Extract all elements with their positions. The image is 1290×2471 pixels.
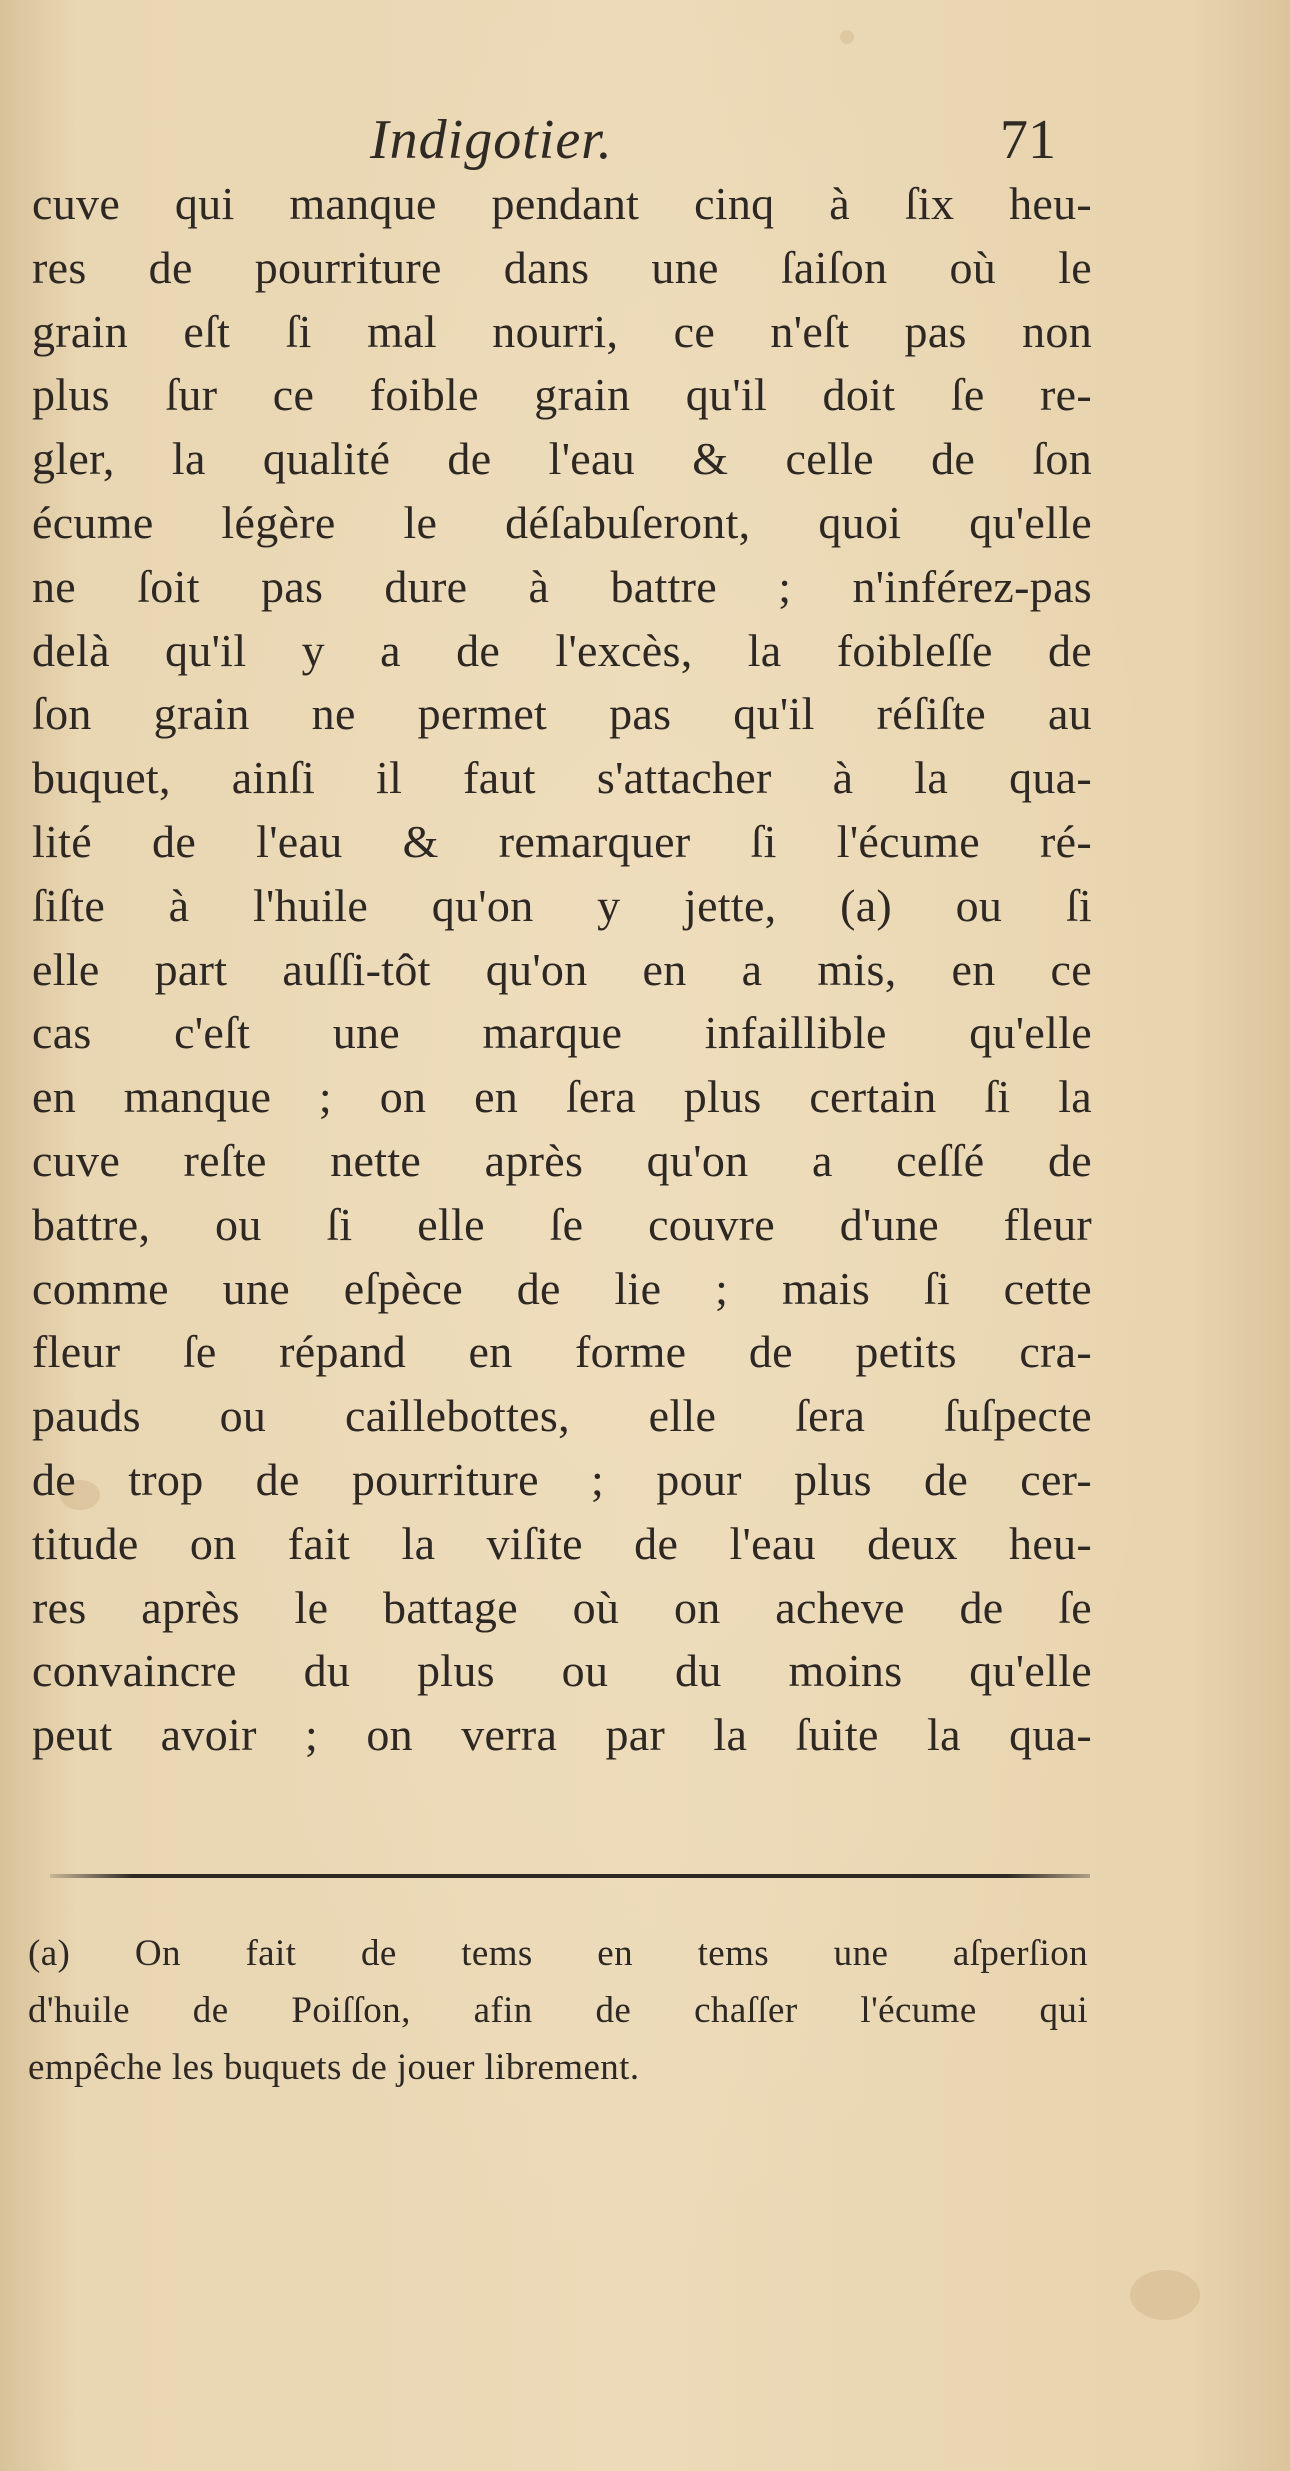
text-line: elle part auſſi-tôt qu'on en a mis, en ce — [32, 943, 1092, 995]
footnote-line: d'huile de Poiſſon, afin de chaſſer l'écume qui — [28, 1990, 1088, 2031]
text-line: buquet, ainſi il faut s'attacher à la qua- — [32, 752, 1092, 804]
text-line: gler, la qualité de l'eau & celle de ſon — [32, 433, 1092, 485]
text-line: titude on fait la viſite de l'eau deux heu- — [32, 1517, 1092, 1569]
text-line: lité de l'eau & remarquer ſi l'écume ré- — [32, 815, 1092, 867]
text-line: battre, ou ſi elle ſe couvre d'une fleur — [32, 1198, 1092, 1250]
text-line: plus ſur ce foible grain qu'il doit ſe re- — [32, 369, 1092, 421]
text-line: écume légère le déſabuſeront, quoi qu'elle — [32, 496, 1092, 548]
text-line: res de pourriture dans une ſaiſon où le — [32, 241, 1092, 293]
text-line: ne ſoit pas dure à battre ; n'inférez-pas — [32, 560, 1092, 612]
text-line: de trop de pourriture ; pour plus de cer- — [32, 1453, 1092, 1505]
text-line: res après le battage où on acheve de ſe — [32, 1581, 1092, 1633]
text-line: comme une eſpèce de lie ; mais ſi cette — [32, 1262, 1092, 1314]
text-line: cuve reſte nette après qu'on a ceſſé de — [32, 1134, 1092, 1186]
text-line: ſon grain ne permet pas qu'il réſiſte au — [32, 688, 1092, 740]
text-line: peut avoir ; on verra par la ſuite la qua- — [32, 1709, 1092, 1761]
paper-stain — [1130, 2270, 1200, 2320]
page-number: 71 — [1000, 109, 1056, 171]
text-line: delà qu'il y a de l'excès, la foibleſſe de — [32, 624, 1092, 676]
running-title: Indigotier. — [370, 109, 613, 171]
footnote-rule — [50, 1874, 1090, 1878]
text-line: ſiſte à l'huile qu'on y jette, (a) ou ſi — [32, 879, 1092, 931]
footnote-line: empêche les buquets de jouer librement. — [28, 2047, 640, 2088]
text-line: cas c'eſt une marque infaillible qu'elle — [32, 1007, 1092, 1059]
text-line: grain eſt ſi mal nourri, ce n'eſt pas non — [32, 305, 1092, 357]
footnote-line: (a) On fait de tems en tems une aſperſion — [28, 1933, 1088, 1974]
text-line: fleur ſe répand en forme de petits cra- — [32, 1326, 1092, 1378]
text-line: cuve qui manque pendant cinq à ſix heu- — [32, 178, 1092, 229]
text-line: pauds ou caillebottes, elle ſera ſuſpecte — [32, 1390, 1092, 1442]
text-line: convaincre du plus ou du moins qu'elle — [32, 1645, 1092, 1697]
text-line: en manque ; on en ſera plus certain ſi la — [32, 1071, 1092, 1123]
paper-stain — [840, 30, 854, 44]
footnote — [28, 1925, 1088, 2096]
body-text — [32, 172, 1092, 1767]
